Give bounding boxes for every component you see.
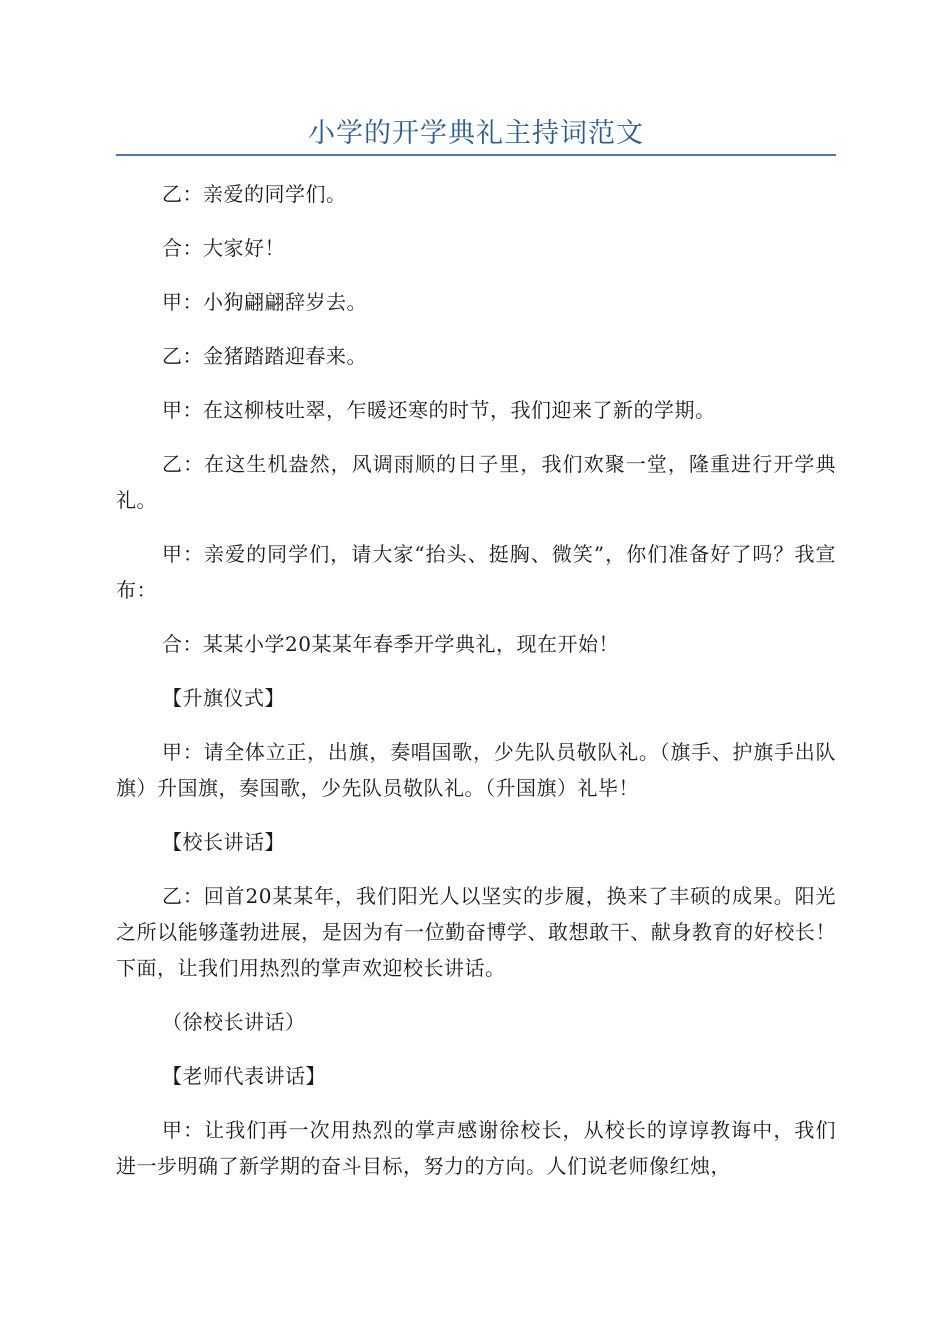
paragraph: 甲：在这柳枝吐翠，乍暖还寒的时节，我们迎来了新的学期。 — [162, 398, 716, 422]
paragraph: 甲：亲爱的同学们，请大家“抬头、挺胸、微笑”，你们准备好了吗？我宣布： — [116, 542, 836, 602]
paragraph: 甲：小狗翩翩辞岁去。 — [162, 290, 367, 314]
paragraph: 合：大家好！ — [162, 236, 285, 260]
document-page — [116, 0, 836, 1344]
stage-direction: （徐校长讲话） — [162, 1010, 306, 1034]
paragraph: 甲：让我们再一次用热烈的掌声感谢徐校长，从校长的谆谆教诲中，我们进一步明确了新学期的奋斗目标，努力的方向。人们说老师像红烛， — [116, 1118, 836, 1178]
paragraph: 乙：金猪踏踏迎春来。 — [162, 344, 367, 368]
paragraph: 乙：在这生机盎然，风调雨顺的日子里，我们欢聚一堂，隆重进行开学典礼。 — [116, 452, 836, 512]
paragraph: 乙：回首20某某年，我们阳光人以坚实的步履，换来了丰硕的成果。阳光之所以能够蓬勃进展，是因为有一位勤奋博学、敢想敢干、献身教育的好校长！下面，让我们用热烈的掌声欢迎校长讲话。 — [116, 884, 836, 980]
document-body — [116, 176, 836, 1202]
section-heading-principal-speech: 【校长讲话】 — [162, 830, 285, 854]
document-title: 小学的开学典礼主持词范文 — [308, 118, 644, 149]
paragraph: 乙：亲爱的同学们。 — [162, 182, 347, 206]
section-heading-flag-raising: 【升旗仪式】 — [162, 686, 285, 710]
paragraph: 合：某某小学20某某年春季开学典礼，现在开始！ — [162, 632, 619, 656]
section-heading-teacher-speech: 【老师代表讲话】 — [162, 1064, 326, 1088]
paragraph: 甲：请全体立正，出旗，奏唱国歌，少先队员敬队礼。（旗手、护旗手出队旗）升国旗，奏国歌，少先队员敬队礼。（升国旗）礼毕！ — [116, 740, 836, 800]
title-underline — [116, 154, 836, 156]
